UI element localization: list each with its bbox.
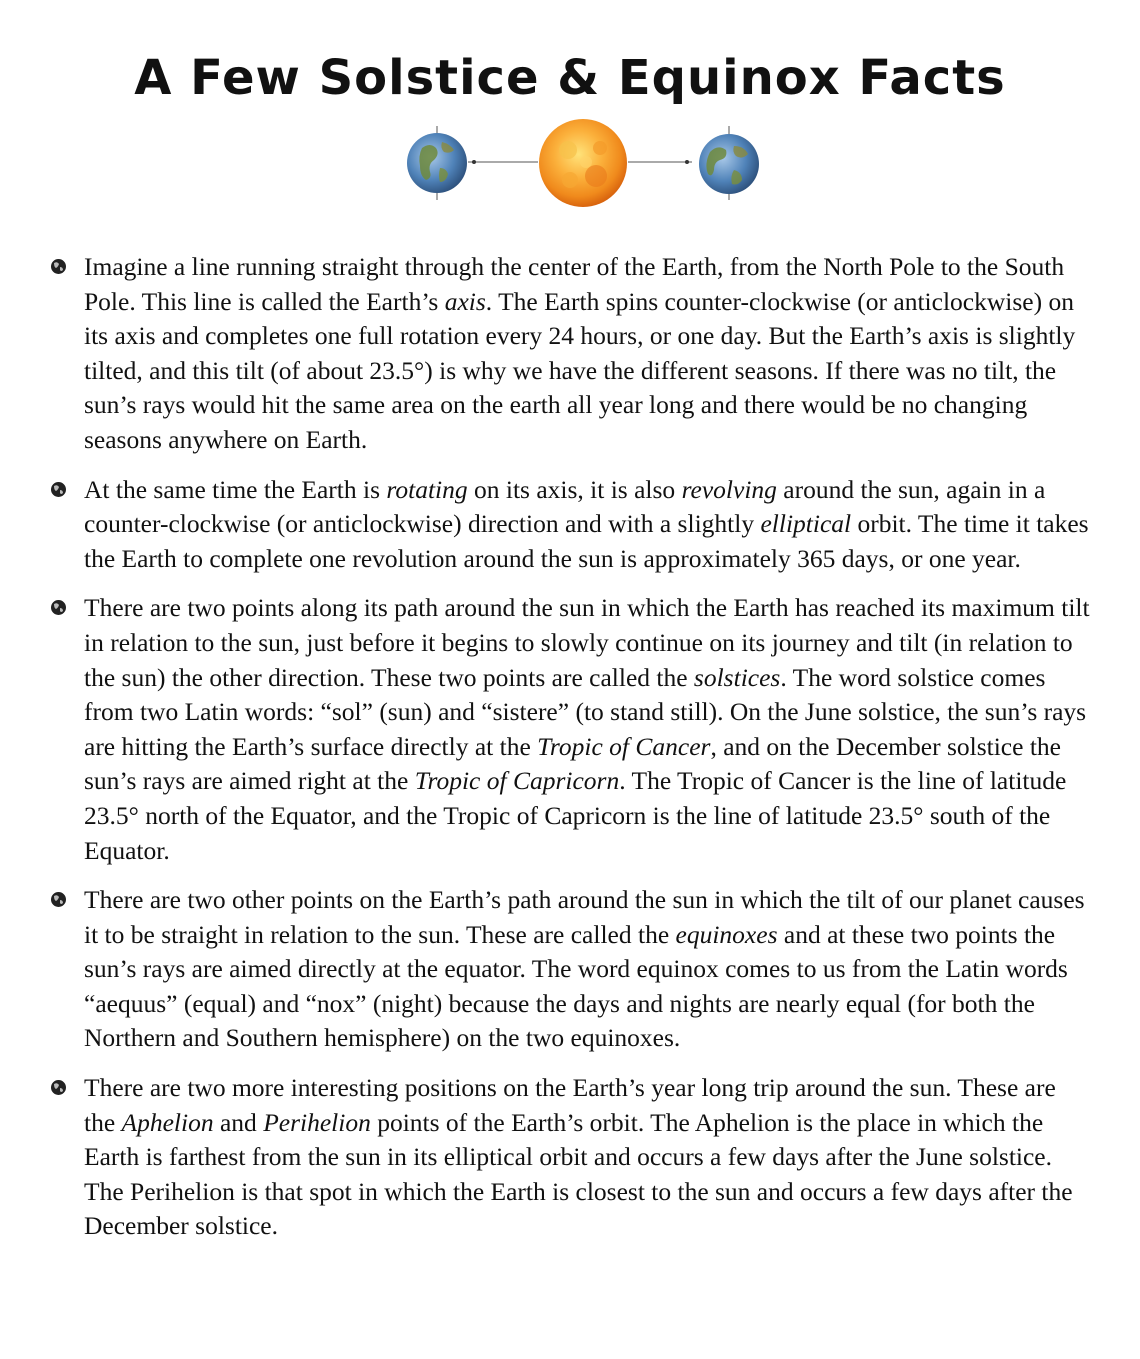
globe-bullet-icon [50, 599, 67, 616]
globe-bullet-icon [50, 258, 67, 275]
earth-orbit-illustration [400, 118, 770, 213]
fact-rotation: At the same time the Earth is rotating on its axis, it is also revolving around the sun, again in a counter-clockwise (or anticlockwise) direction and with a slightly elliptical orbit. The time it takes the Earth to complete one revolution around the sun is approximately 365 days, or one year. [50, 473, 1090, 577]
globe-bullet-icon [50, 891, 67, 908]
fact-solstices: There are two points along its path around the sun in which the Earth has reached its maximum tilt in relation to the sun, just before it begins to slowly continue on its journey and tilt (in relation to the sun) the other direction. These two points are called the solstices. The word solstice comes from two Latin words: “sol” (sun) and “sistere” (to stand still). On the June solstice, the sun’s rays are hitting the Earth’s surface directly at the Tropic of Cancer, and on the December solstice the sun’s rays are aimed right at the Tropic of Capricorn. The Tropic of Cancer is the line of latitude 23.5° north of the Equator, and the Tropic of Capricorn is the line of latitude 23.5° south of the Equator. [50, 591, 1090, 868]
earth-icon-right [699, 126, 759, 200]
globe-bullet-icon [50, 481, 67, 498]
globe-bullet-icon [50, 1079, 67, 1096]
fact-equinoxes: There are two other points on the Earth’s path around the sun in which the tilt of our planet causes it to be straight in relation to the sun. These are called the equinoxes and at these two points the sun’s rays are aimed directly at the equator. The word equinox comes to us from the Latin words “aequus” (equal) and “nox” (night) because the days and nights are nearly equal (for both the Northern and Southern hemisphere) on the two equinoxes. [50, 883, 1090, 1056]
facts-list [50, 250, 1090, 1259]
sun-icon [539, 119, 627, 207]
earth-icon-left [407, 126, 467, 200]
page-title: A Few Solstice & Equinox Facts [134, 50, 1006, 106]
fact-axis: Imagine a line running straight through the center of the Earth, from the North Pole to the South Pole. This line is called the Earth’s axis. The Earth spins counter-clockwise (or anticlockwise) on its axis and completes one full rotation every 24 hours, or one day. But the Earth’s axis is slightly tilted, and this tilt (of about 23.5°) is why we have the different seasons. If there was no tilt, the sun’s rays would hit the same area on the earth all year long and there would be no changing seasons anywhere on Earth. [50, 250, 1090, 458]
fact-aphelion-perihelion: There are two more interesting positions on the Earth’s year long trip around the sun. These are the Aphelion and Perihelion points of the Earth’s orbit. The Aphelion is the place in which the Earth is farthest from the sun in its elliptical orbit and occurs a few days after the June solstice. The Perihelion is that spot in which the Earth is closest to the sun and occurs a few days after the December solstice. [50, 1071, 1090, 1244]
